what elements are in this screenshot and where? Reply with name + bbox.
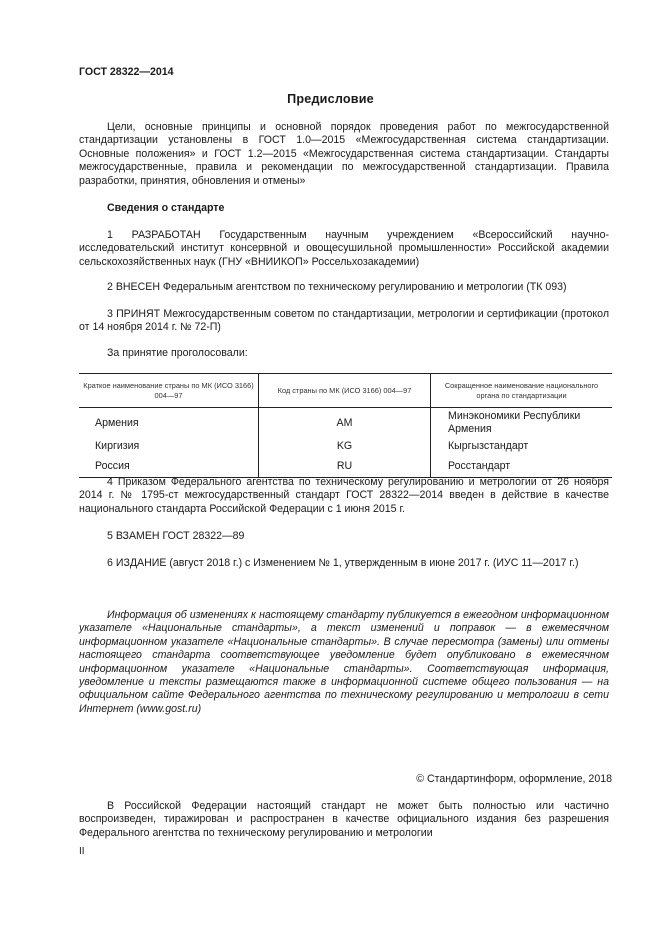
voting-table xyxy=(79,373,612,478)
table-row xyxy=(79,457,612,478)
reproduction-notice: В Российской Федерации настоящий стандарт не может быть полностью или частично воспроизведен, тиражирован и распространен в качестве официального издания без разрешения Федерального агентства по техническому регулированию и метрологии xyxy=(79,800,609,839)
copyright-line: © Стандартинформ, оформление, 2018 xyxy=(416,773,612,785)
standard-header: ГОСТ 28322—2014 xyxy=(79,66,174,78)
page-number: II xyxy=(79,846,85,857)
page-title: Предисловие xyxy=(287,92,374,106)
cell-body: Кыргызстандарт xyxy=(448,440,529,453)
section-subheading: Сведения о стандарте xyxy=(107,202,225,214)
column-header-body: Сокращенное наименование национального органа по стандартизации xyxy=(431,374,613,408)
changes-info-paragraph: Информация об изменениях к настоящему стандарту публикуется в ежегодном информационном указателе «Национальные стандарты», а текст изменений и поправок — в ежемесячном информационном указателе «Национальные стандарты». В случае пересмотра (замены) или отмены настоящего стандарта соответствующее уведомление будет опубликовано в ежемесячном информационном указателе «Национальные стандарты». Соответствующая информация, уведомление и тексты размещаются также в информационной системе общего пользования — на официальном сайте Федерального агентства по техническому регулированию и метрологии в сети Интернет (www.gost.ru) xyxy=(79,609,609,715)
cell-country: Россия xyxy=(79,457,259,478)
cell-code: RU xyxy=(259,457,431,478)
table-row xyxy=(79,437,612,457)
item-enacted: 4 Приказом Федерального агентства по техническому регулированию и метрологии от 26 ноября 2014 г. № 1795-ст межгосударственный стандарт ГОСТ 28322—2014 введен в действие в качестве национального стандарта Российской Федерации с 1 июня 2015 г. xyxy=(79,476,609,515)
item-replaces: 5 ВЗАМЕН ГОСТ 28322—89 xyxy=(107,530,245,542)
voted-label: За принятие проголосовали: xyxy=(107,347,248,359)
item-adopted: 3 ПРИНЯТ Межгосударственным советом по стандартизации, метрологии и сертификации (протокол от 14 ноября 2014 г. № 72-П) xyxy=(79,308,609,334)
column-header-country: Краткое наименование страны по МК (ИСО 3166) 004—97 xyxy=(79,374,259,408)
item-developed: 1 РАЗРАБОТАН Государственным научным учреждением «Всероссийский научно-исследовательский институт консервной и овощесушильной промышленности» Российской академии сельскохозяйственных наук (ГНУ «ВНИИКОП» Россельхозакадемии) xyxy=(79,229,609,268)
item-submitted: 2 ВНЕСЕН Федеральным агентством по техническому регулированию и метрологии (ТК 093) xyxy=(107,281,567,293)
item-edition: 6 ИЗДАНИЕ (август 2018 г.) с Изменением № 1, утвержденным в июне 2017 г. (ИУС 11—2017 г.) xyxy=(107,557,579,569)
column-header-code: Код страны по МК (ИСО 3166) 004—97 xyxy=(259,374,431,408)
cell-body: Минэкономики Республики Армения xyxy=(448,410,581,436)
cell-body: Росстандарт xyxy=(431,457,613,478)
cell-code: AM xyxy=(259,408,431,437)
cell-country: Армения xyxy=(79,408,259,437)
cell-code: KG xyxy=(259,437,431,457)
table-header-row xyxy=(79,374,612,408)
cell-country: Киргизия xyxy=(79,437,259,457)
intro-paragraph: Цели, основные принципы и основной порядок проведения работ по межгосударственной стандартизации установлены в ГОСТ 1.0—2015 «Межгосударственная система стандартизации. Основные положения» и ГОСТ 1.2—2015 «Межгосударственная система стандартизации. Стандарты межгосударственные, правила и рекомендации по межгосударственной стандартизации. Правила разработки, принятия, обновления и отмены» xyxy=(79,121,609,187)
table-row xyxy=(79,408,612,437)
